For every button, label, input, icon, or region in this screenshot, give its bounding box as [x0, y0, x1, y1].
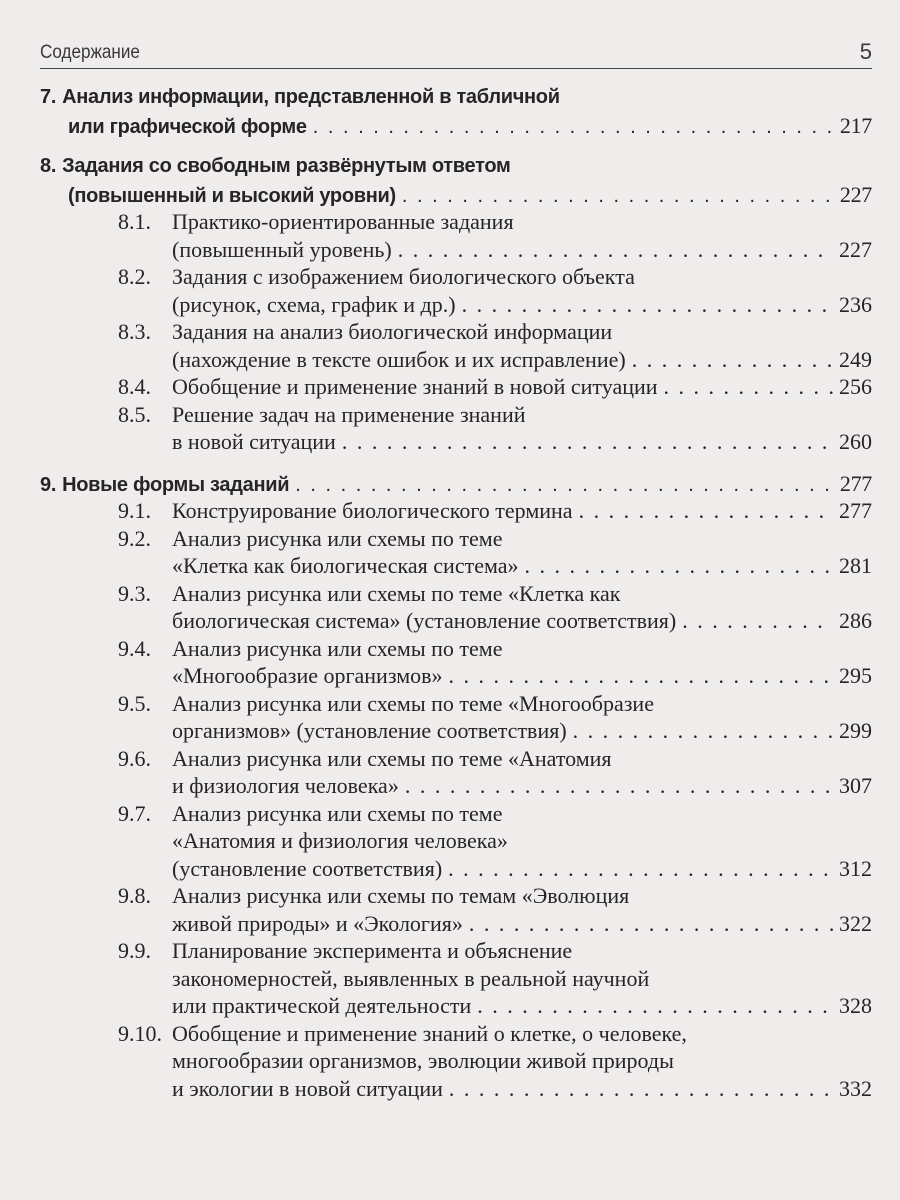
- toc-entry-line: [0, 181, 900, 209]
- toc-entry-title: биологическая система» (установление соответствия): [172, 608, 677, 633]
- toc-entry-page: 236: [839, 291, 872, 317]
- toc-entry-page: 286: [839, 608, 872, 633]
- toc-entry-title: Новые формы заданий: [62, 473, 290, 496]
- toc-entry-line: [0, 470, 900, 498]
- toc-entry-line: [0, 1047, 900, 1075]
- dot-leader: [449, 1075, 833, 1103]
- toc-entry-number: 9.4.: [118, 635, 151, 661]
- toc-entry-line: [0, 153, 900, 181]
- dot-leader: [295, 472, 834, 500]
- toc-entry-page: 281: [839, 553, 872, 578]
- toc-entry-line: [0, 910, 900, 938]
- toc-entry-page: 277: [839, 470, 872, 496]
- toc-entry: [0, 263, 900, 318]
- toc-entry-number: 9.6.: [118, 745, 151, 771]
- toc-entry-number: 9.: [40, 473, 57, 496]
- toc-entry-page: 299: [839, 718, 872, 743]
- toc-entry: [0, 373, 900, 401]
- dot-leader: [342, 428, 833, 456]
- dot-leader: [448, 855, 833, 883]
- toc-entry-title: или практической деятельности: [172, 993, 472, 1018]
- toc-entry-line: [0, 827, 900, 855]
- toc-entry-title: «Анатомия и физиология человека»: [172, 828, 508, 853]
- dot-leader: [313, 114, 834, 142]
- toc-entry-title: (рисунок, схема, график и др.): [172, 291, 456, 317]
- toc-entry-title: (повышенный уровень): [172, 236, 392, 262]
- toc-entry: [0, 208, 900, 263]
- toc-entry-title: Анализ рисунка или схемы по теме: [172, 800, 503, 826]
- toc-entry-page: 332: [839, 1075, 872, 1101]
- toc-entry: [0, 635, 900, 690]
- toc-entry-title: Анализ информации, представленной в табличной: [62, 86, 560, 108]
- toc-entry: [0, 882, 900, 937]
- toc-entry-title: Задания с изображением биологического объекта: [172, 264, 635, 289]
- dot-leader: [462, 291, 833, 319]
- toc-entry: [0, 84, 900, 139]
- dot-leader: [405, 772, 833, 800]
- dot-leader: [398, 236, 833, 264]
- toc-entry: [0, 401, 900, 456]
- toc-entry-line: [0, 662, 900, 690]
- toc-entry-title: (нахождение в тексте ошибок и их исправление): [172, 346, 626, 372]
- toc-entry-line: [0, 992, 900, 1020]
- toc-entry: [0, 937, 900, 1020]
- toc-entry-title: Анализ рисунка или схемы по темам «Эволюция: [172, 883, 630, 908]
- toc-entry-page: 277: [839, 498, 872, 523]
- toc-entry-title: «Клетка как биологическая система»: [172, 553, 519, 578]
- toc-entry-line: [0, 346, 900, 374]
- toc-entry-line: [0, 112, 900, 140]
- toc-entry-line: [0, 428, 900, 456]
- toc-entry-title: Задания на анализ биологической информации: [172, 319, 613, 344]
- toc-entry: [0, 525, 900, 580]
- toc-entry-title: Анализ рисунка или схемы по теме: [172, 635, 503, 661]
- toc-entry-title: и физиология человека»: [172, 773, 399, 798]
- toc-entry-title: (повышенный и высокий уровни): [68, 184, 396, 207]
- toc-entry-number: 9.2.: [118, 525, 151, 551]
- toc-entry-title: живой природы» и «Экология»: [172, 910, 463, 936]
- toc-entry-number: 9.1.: [118, 498, 151, 523]
- toc-entry-number: 8.1.: [118, 209, 151, 234]
- toc-entry-title: «Многообразие организмов»: [172, 663, 443, 688]
- toc-entry-number: 9.7.: [118, 800, 151, 826]
- toc-entry: [0, 745, 900, 800]
- toc-entry-line: [0, 607, 900, 635]
- toc-entry: [0, 318, 900, 373]
- toc-entry-title: Обобщение и применение знаний о клетке, о человеке,: [172, 1020, 687, 1046]
- toc-entry-page: 307: [839, 773, 872, 798]
- page-number: 5: [859, 39, 872, 64]
- toc-entry-number: 8.3.: [118, 319, 151, 344]
- toc-entry-line: [0, 965, 900, 993]
- toc-entry-title: закономерностей, выявленных в реальной научной: [172, 965, 650, 991]
- toc-entry-title: организмов» (установление соответствия): [172, 718, 567, 743]
- toc-entry: [0, 690, 900, 745]
- toc-entry-line: [0, 1075, 900, 1103]
- toc-entry-title: многообразии организмов, эволюции живой природы: [172, 1048, 674, 1073]
- toc-entry-title: или графической форме: [68, 115, 307, 138]
- toc-entry-line: [0, 236, 900, 264]
- dot-leader: [477, 992, 833, 1020]
- toc-entry-number: 9.8.: [118, 883, 151, 908]
- toc-entry-page: 312: [839, 855, 872, 881]
- toc-entry-title: Решение задач на применение знаний: [172, 401, 526, 427]
- toc-entry-title: Планирование эксперимента и объяснение: [172, 938, 573, 963]
- toc-entry-page: 227: [839, 181, 872, 207]
- toc-entry-page: 249: [839, 346, 872, 372]
- toc-entry: [0, 800, 900, 883]
- dot-leader: [682, 607, 833, 635]
- dot-leader: [664, 373, 833, 401]
- toc-entry: [0, 153, 900, 208]
- toc-entry-line: [0, 772, 900, 800]
- toc-entry-number: 9.10.: [118, 1020, 162, 1046]
- toc-entry-page: 227: [839, 236, 872, 262]
- toc-entry-page: 328: [839, 993, 872, 1018]
- dot-leader: [469, 910, 833, 938]
- toc-entry-number: 8.4.: [118, 374, 151, 399]
- toc-entry-line: [0, 855, 900, 883]
- toc-entry-line: [0, 552, 900, 580]
- dot-leader: [402, 183, 834, 211]
- toc-entry-title: Задания со свободным развёрнутым ответом: [62, 155, 511, 177]
- toc-entry-title: Анализ рисунка или схемы по теме: [172, 525, 503, 551]
- toc-entry-page: 256: [839, 374, 872, 399]
- dot-leader: [632, 346, 833, 374]
- running-header: [40, 38, 872, 69]
- toc-entry-number: 9.5.: [118, 690, 151, 716]
- toc-entry-number: 9.9.: [118, 938, 151, 963]
- toc-entry-title: Анализ рисунка или схемы по теме «Многообразие: [172, 690, 654, 716]
- running-header-title: Содержание: [40, 42, 140, 63]
- toc-entry-page: 217: [839, 112, 872, 138]
- toc-entry-number: 8.: [40, 155, 57, 177]
- toc-entry-title: Анализ рисунка или схемы по теме «Анатомия: [172, 745, 612, 771]
- toc-entry-number: 8.5.: [118, 401, 151, 427]
- toc-entry-number: 7.: [40, 86, 57, 108]
- dot-leader: [525, 552, 833, 580]
- toc-entry-line: [0, 291, 900, 319]
- toc-entry-title: Обобщение и применение знаний в новой ситуации: [172, 374, 658, 399]
- toc-entry: [0, 1020, 900, 1103]
- dot-leader: [573, 717, 833, 745]
- toc-entry-page: 322: [839, 910, 872, 936]
- dot-leader: [579, 497, 833, 525]
- toc-entry-title: и экологии в новой ситуации: [172, 1075, 443, 1101]
- toc-entry-title: в новой ситуации: [172, 429, 336, 454]
- toc-entry: [0, 497, 900, 525]
- toc-entry-number: 8.2.: [118, 264, 151, 289]
- toc-entry-title: Практико-ориентированные задания: [172, 209, 514, 234]
- toc-entry-title: Анализ рисунка или схемы по теме «Клетка как: [172, 580, 621, 606]
- toc-entry-title: Конструирование биологического термина: [172, 498, 573, 523]
- toc-entry: [0, 580, 900, 635]
- toc-entry-title: (установление соответствия): [172, 855, 443, 881]
- toc-entry-number: 9.3.: [118, 580, 151, 606]
- dot-leader: [449, 662, 833, 690]
- toc-entry-line: [0, 84, 900, 112]
- table-of-contents: [0, 84, 900, 1102]
- toc-entry: [0, 470, 900, 498]
- toc-entry-line: [0, 717, 900, 745]
- toc-entry-page: 260: [839, 429, 872, 454]
- toc-entry-page: 295: [839, 663, 872, 688]
